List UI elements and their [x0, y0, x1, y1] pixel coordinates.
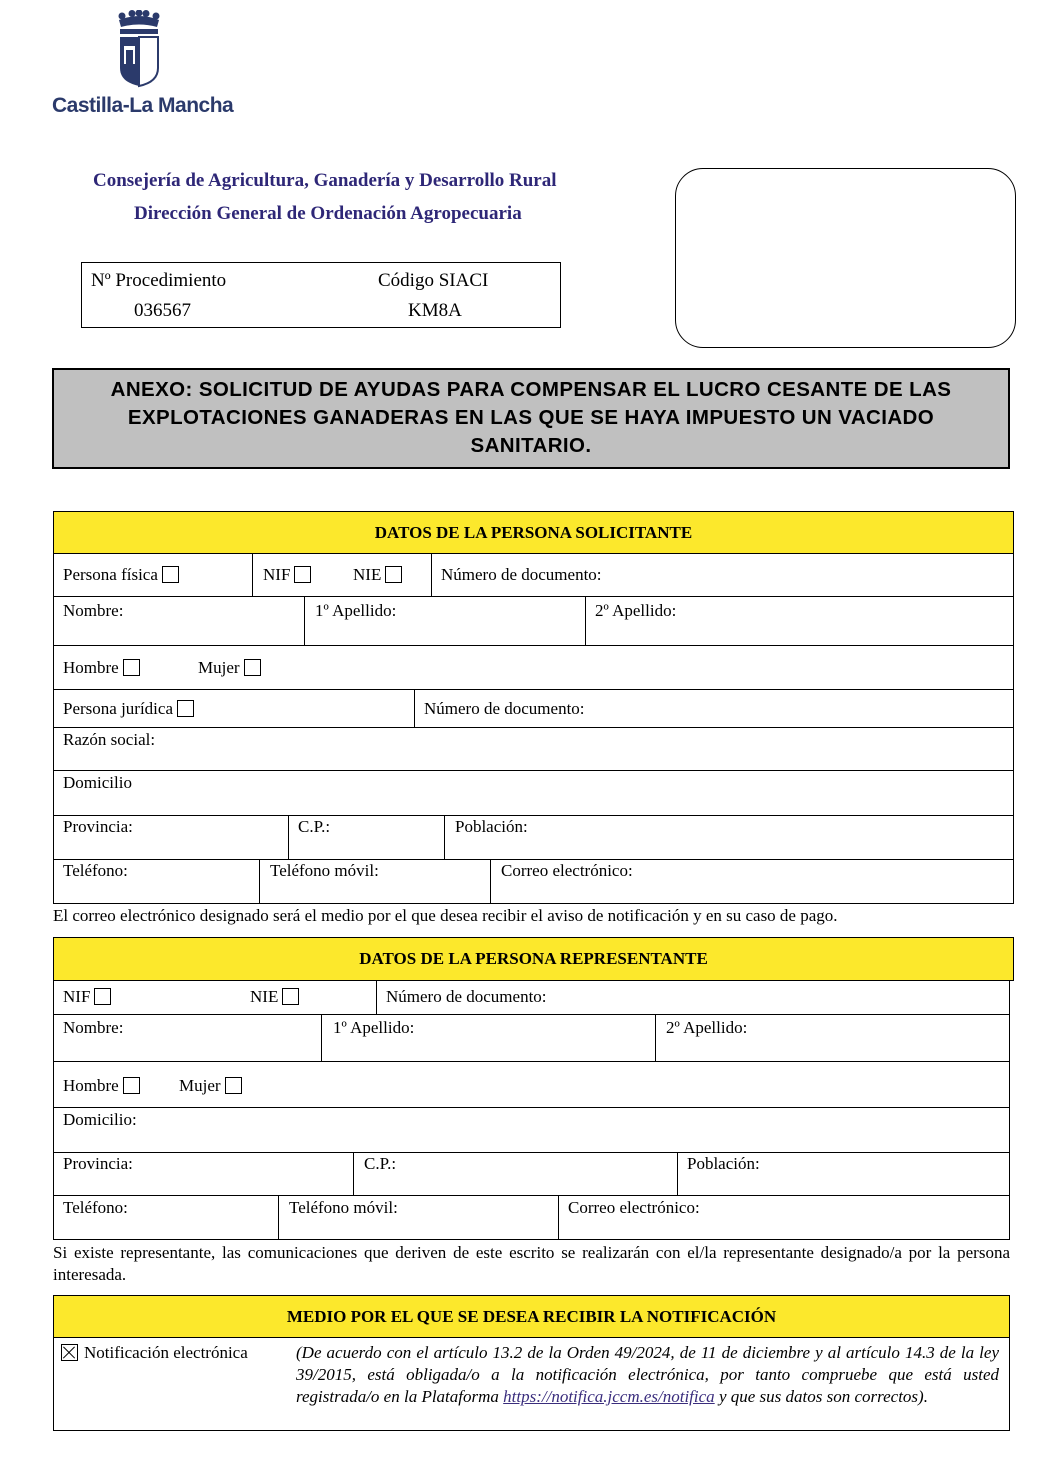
castilla-la-mancha-logo: [52, 10, 232, 122]
notificacion-text-before: (De acuerdo con el artículo 13.2 de la Orden 49/2024, de 11 de diciembre y al artículo 14.3 de la ley 39/2015, está obligada/o a la notificación electrónica, por tanto compruebe que está usted registrada/o en la Plataforma: [296, 1343, 999, 1406]
solicitante-poblacion-label: Población:: [455, 817, 528, 836]
solicitante-nif-checkbox[interactable]: [294, 566, 311, 583]
representante-provincia-label: Provincia:: [63, 1154, 133, 1173]
rep-hombre-label: Hombre: [63, 1076, 119, 1095]
representante-nie-checkbox[interactable]: [282, 988, 299, 1005]
solicitante-telefono-label: Teléfono:: [63, 861, 128, 880]
castle-crest-icon: [114, 10, 164, 88]
mujer-label: Mujer: [198, 658, 240, 677]
notificacion-text-after: y que sus datos son correctos).: [714, 1387, 928, 1406]
solicitante-nif-option: [263, 565, 311, 585]
solicitante-apellido1-label: 1º Apellido:: [315, 601, 397, 620]
siaci-code-value: KM8A: [408, 300, 462, 321]
notificacion-electronica-checkbox[interactable]: [61, 1344, 78, 1361]
representante-mujer-checkbox[interactable]: [225, 1077, 242, 1094]
persona-fisica-label: Persona física: [63, 565, 158, 584]
solicitante-domicilio-field[interactable]: [53, 770, 1014, 816]
representante-hombre-option: [63, 1076, 140, 1096]
solicitante-num-doc-label: Número de documento:: [441, 565, 602, 584]
representante-nombre-label: Nombre:: [63, 1018, 124, 1037]
representante-cp-field[interactable]: [353, 1152, 678, 1196]
registration-stamp-box: [675, 168, 1016, 348]
hombre-label: Hombre: [63, 658, 119, 677]
solicitante-nie-checkbox[interactable]: [385, 566, 402, 583]
procedure-number-value: 036567: [134, 300, 191, 321]
rep-mujer-label: Mujer: [179, 1076, 221, 1095]
solicitante-section-header: DATOS DE LA PERSONA SOLICITANTE: [53, 511, 1014, 554]
representante-hombre-checkbox[interactable]: [123, 1077, 140, 1094]
anexo-title-line-3: SANITARIO.: [470, 434, 592, 457]
solicitante-domicilio-label: Domicilio: [63, 773, 132, 792]
persona-juridica-checkbox[interactable]: [177, 700, 194, 717]
solicitante-movil-label: Teléfono móvil:: [270, 861, 379, 880]
solicitante-apellido2-label: 2º Apellido:: [595, 601, 677, 620]
representante-nie-option: [250, 987, 299, 1007]
representante-note: Si existe representante, las comunicaciones que deriven de este escrito se realizarán con el/la representante designado/a por la persona interesada.: [53, 1243, 1010, 1284]
representante-nif-option: [63, 987, 111, 1007]
representante-domicilio-field[interactable]: [53, 1107, 1010, 1153]
solicitante-hombre-checkbox[interactable]: [123, 659, 140, 676]
rep-nif-label: NIF: [63, 987, 91, 1006]
nie-label: NIE: [353, 565, 382, 584]
nif-label: NIF: [263, 565, 291, 584]
solicitante-razon-social-label: Razón social:: [63, 730, 156, 749]
representante-nif-checkbox[interactable]: [94, 988, 111, 1005]
solicitante-cp-label: C.P.:: [298, 817, 331, 836]
notificacion-electronica-label: Notificación electrónica: [84, 1343, 248, 1362]
solicitante-persona-fisica-option: [63, 565, 179, 585]
representante-mujer-option: [179, 1076, 242, 1096]
solicitante-hombre-option: [63, 658, 140, 678]
solicitante-poblacion-field[interactable]: [444, 815, 1014, 860]
procedure-number-label: Nº Procedimiento: [91, 270, 227, 291]
anexo-title-line-2: EXPLOTACIONES GANADERAS EN LAS QUE SE HAYA IMPUESTO UN VACIADO: [127, 406, 935, 429]
anexo-title-line-1: ANEXO: SOLICITUD DE AYUDAS PARA COMPENSAR EL LUCRO CESANTE DE LAS: [110, 378, 952, 401]
persona-juridica-label: Persona jurídica: [63, 699, 173, 718]
representante-cp-label: C.P.:: [364, 1154, 397, 1173]
notificacion-legal-text: [296, 1342, 999, 1408]
solicitante-email-note: El correo electrónico designado será el medio por el que desea recibir el aviso de notificación y en su caso de pago.: [53, 906, 838, 925]
consejeria-heading: Consejería de Agricultura, Ganadería y Desarrollo Rural: [93, 170, 557, 191]
notificacion-section-header: MEDIO POR EL QUE SE DESEA RECIBIR LA NOTIFICACIÓN: [53, 1295, 1010, 1338]
representante-domicilio-label: Domicilio:: [63, 1110, 137, 1129]
representante-email-label: Correo electrónico:: [568, 1198, 700, 1217]
procedure-box: [81, 262, 561, 328]
solicitante-provincia-label: Provincia:: [63, 817, 133, 836]
solicitante-razon-social-field[interactable]: [53, 727, 1014, 771]
solicitante-num-doc2-label: Número de documento:: [424, 699, 585, 718]
direccion-heading: Dirección General de Ordenación Agropecuaria: [134, 203, 522, 224]
representante-num-doc-label: Número de documento:: [386, 987, 547, 1006]
representante-apellido2-label: 2º Apellido:: [666, 1018, 748, 1037]
rep-nie-label: NIE: [250, 987, 279, 1006]
notifica-platform-link[interactable]: https://notifica.jccm.es/notifica: [503, 1387, 715, 1406]
anexo-title: [52, 368, 1010, 469]
logo-text: Castilla-La Mancha: [52, 94, 234, 117]
persona-fisica-checkbox[interactable]: [162, 566, 179, 583]
representante-apellido1-label: 1º Apellido:: [333, 1018, 415, 1037]
notificacion-electronica-option: [61, 1343, 248, 1363]
solicitante-mujer-option: [198, 658, 261, 678]
siaci-code-label: Código SIACI: [378, 270, 489, 291]
representante-movil-label: Teléfono móvil:: [289, 1198, 398, 1217]
solicitante-nombre-label: Nombre:: [63, 601, 124, 620]
solicitante-persona-juridica-option: [63, 699, 194, 719]
representante-section-header: DATOS DE LA PERSONA REPRESENTANTE: [53, 937, 1014, 981]
representante-poblacion-label: Población:: [687, 1154, 760, 1173]
solicitante-email-label: Correo electrónico:: [501, 861, 633, 880]
solicitante-nie-option: [353, 565, 402, 585]
representante-telefono-label: Teléfono:: [63, 1198, 128, 1217]
solicitante-mujer-checkbox[interactable]: [244, 659, 261, 676]
